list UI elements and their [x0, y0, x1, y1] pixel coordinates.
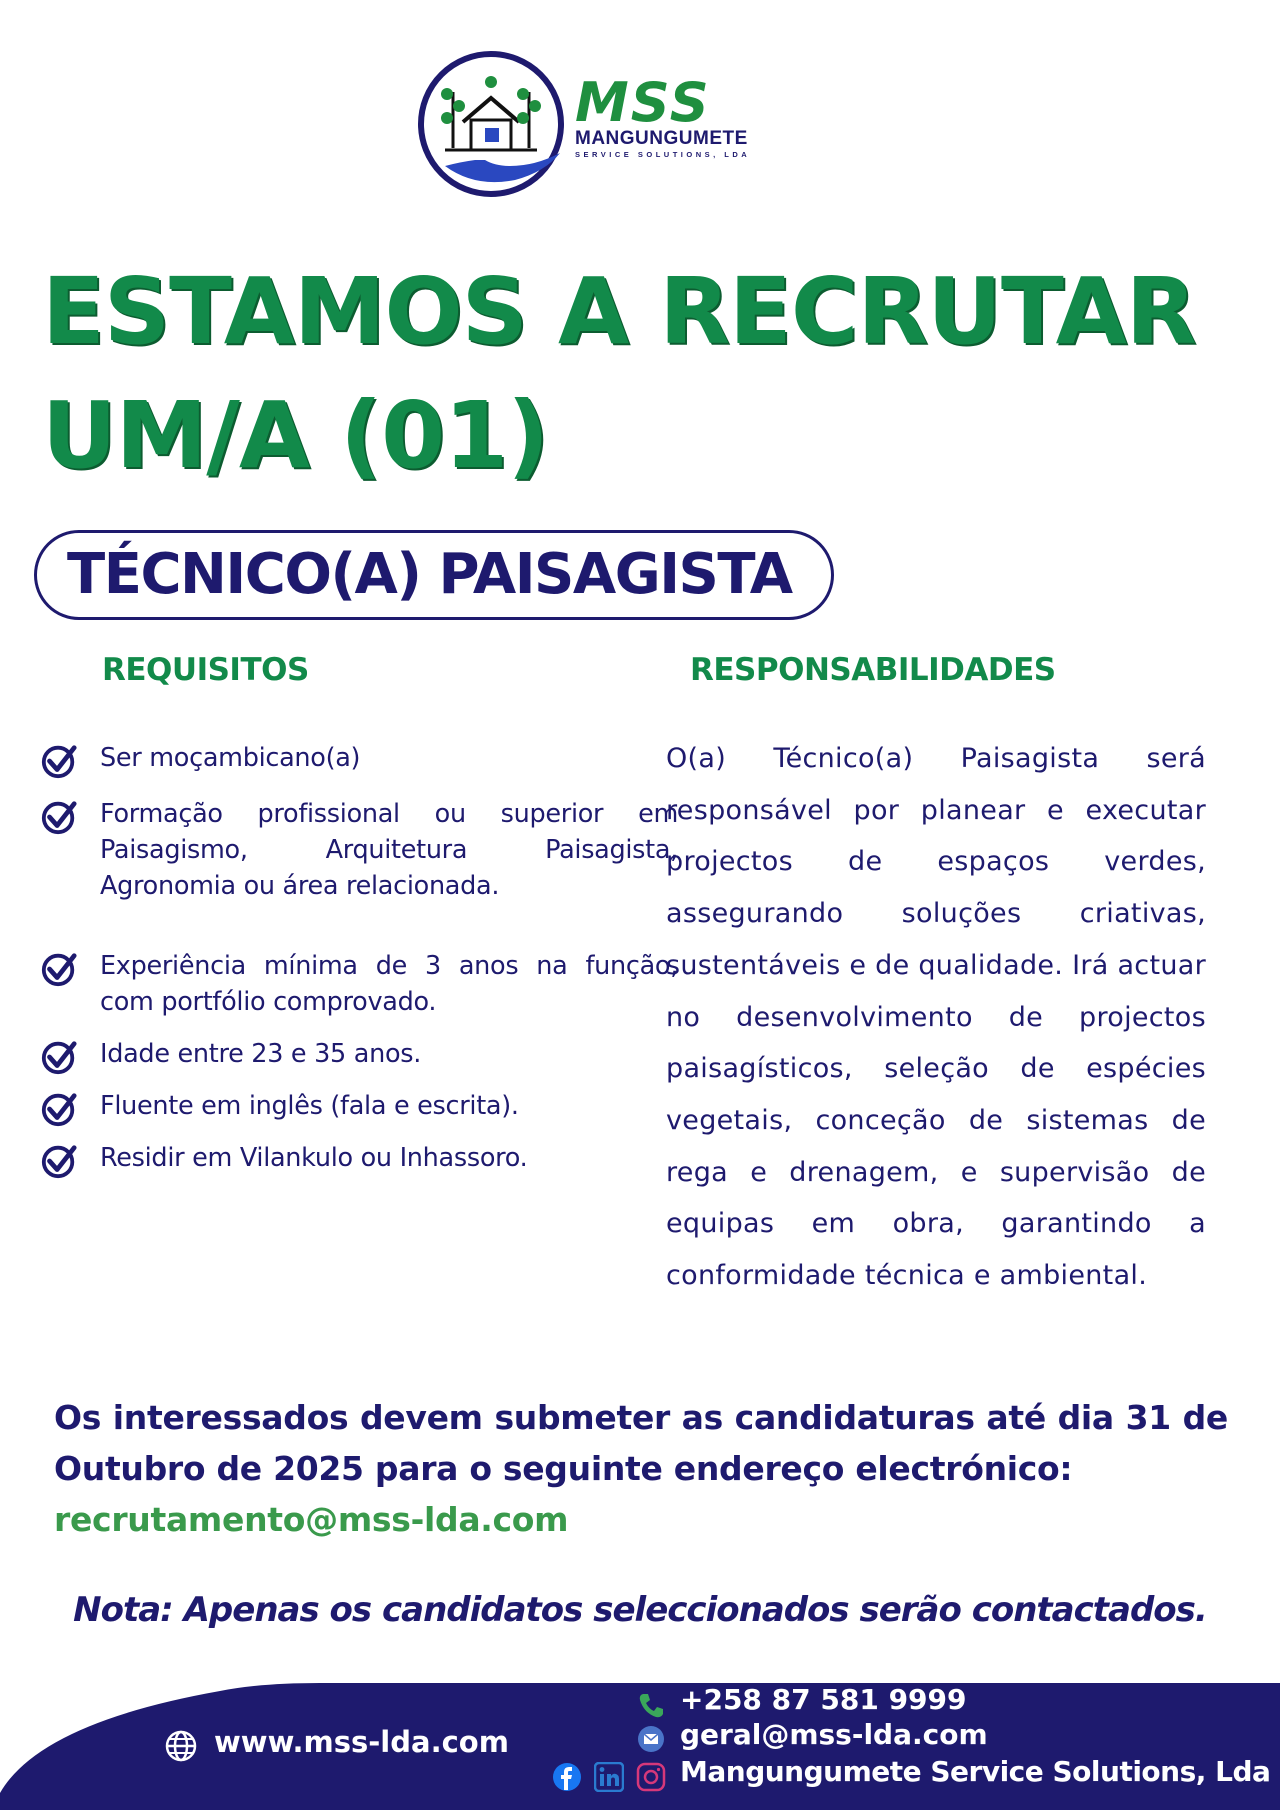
website-link[interactable]: www.mss-lda.com	[214, 1725, 509, 1759]
globe-icon	[164, 1729, 198, 1763]
instagram-icon[interactable]	[636, 1762, 666, 1792]
checkmark-icon	[40, 798, 78, 836]
checkmark-icon	[40, 1038, 78, 1076]
headline	[42, 250, 1242, 498]
requirement-text: Experiência mínima de 3 anos na função, com portfólio comprovado.	[100, 951, 678, 1017]
application-email-link[interactable]: recrutamento@mss-lda.com	[54, 1500, 569, 1539]
contact-email[interactable]: geral@mss-lda.com	[680, 1718, 988, 1751]
phone-icon	[636, 1690, 666, 1720]
email-icon	[636, 1724, 666, 1754]
requirement-text: Idade entre 23 e 35 anos.	[100, 1039, 422, 1069]
contact-phone[interactable]: +258 87 581 9999	[680, 1683, 967, 1716]
responsibilities-heading: RESPONSABILIDADES	[690, 652, 1056, 688]
requirement-text: Formação profissional ou superior em Paisagismo, Arquitetura Paisagista, Agronomia ou área relacionada.	[100, 799, 678, 901]
position-title: TÉCNICO(A) PAISAGISTA	[67, 542, 792, 607]
requirement-text: Fluente em inglês (fala e escrita).	[100, 1091, 519, 1121]
responsibilities-text: O(a) Técnico(a) Paisagista será responsável por planear e executar projectos de espaços verdes, assegurando soluções criativas, sustentáveis e de qualidade. Irá actuar no desenvolvimento de projectos paisagísticos, seleção de espécies vegetais, conceção de sistemas de rega e drenagem, e supervisão de equipas em obra, garantindo a conformidade técnica e ambiental.	[666, 743, 1206, 1292]
logo-tagline: SERVICE SOLUTIONS, LDA	[575, 150, 751, 159]
submission-instructions	[54, 1392, 1228, 1545]
logo-company-name: MANGUNGUMETE	[575, 128, 748, 149]
linkedin-icon[interactable]	[594, 1762, 624, 1792]
requirement-text: Ser moçambicano(a)	[100, 743, 361, 773]
facebook-icon[interactable]	[552, 1762, 582, 1792]
headline-line-2: UM/A (01)	[42, 382, 549, 489]
requirements-heading: REQUISITOS	[102, 652, 309, 688]
checkmark-icon	[40, 950, 78, 988]
checkmark-icon	[40, 1142, 78, 1180]
checkmark-icon	[40, 742, 78, 780]
logo-brand: MSS	[575, 71, 711, 134]
checkmark-icon	[40, 1090, 78, 1128]
company-logo	[415, 48, 795, 206]
logo-emblem-icon	[415, 48, 567, 200]
headline-line-1: ESTAMOS A RECRUTAR	[42, 258, 1196, 365]
position-title-badge	[34, 530, 834, 620]
submission-text: Os interessados devem submeter as candidaturas até dia 31 de Outubro de 2025 para o seguinte endereço electrónico:	[54, 1398, 1228, 1488]
note-text: Nota: Apenas os candidatos seleccionados serão contactados.	[73, 1590, 1207, 1630]
social-company-name: Mangungumete Service Solutions, Lda	[680, 1755, 1271, 1788]
requirement-text: Residir em Vilankulo ou Inhassoro.	[100, 1143, 528, 1173]
